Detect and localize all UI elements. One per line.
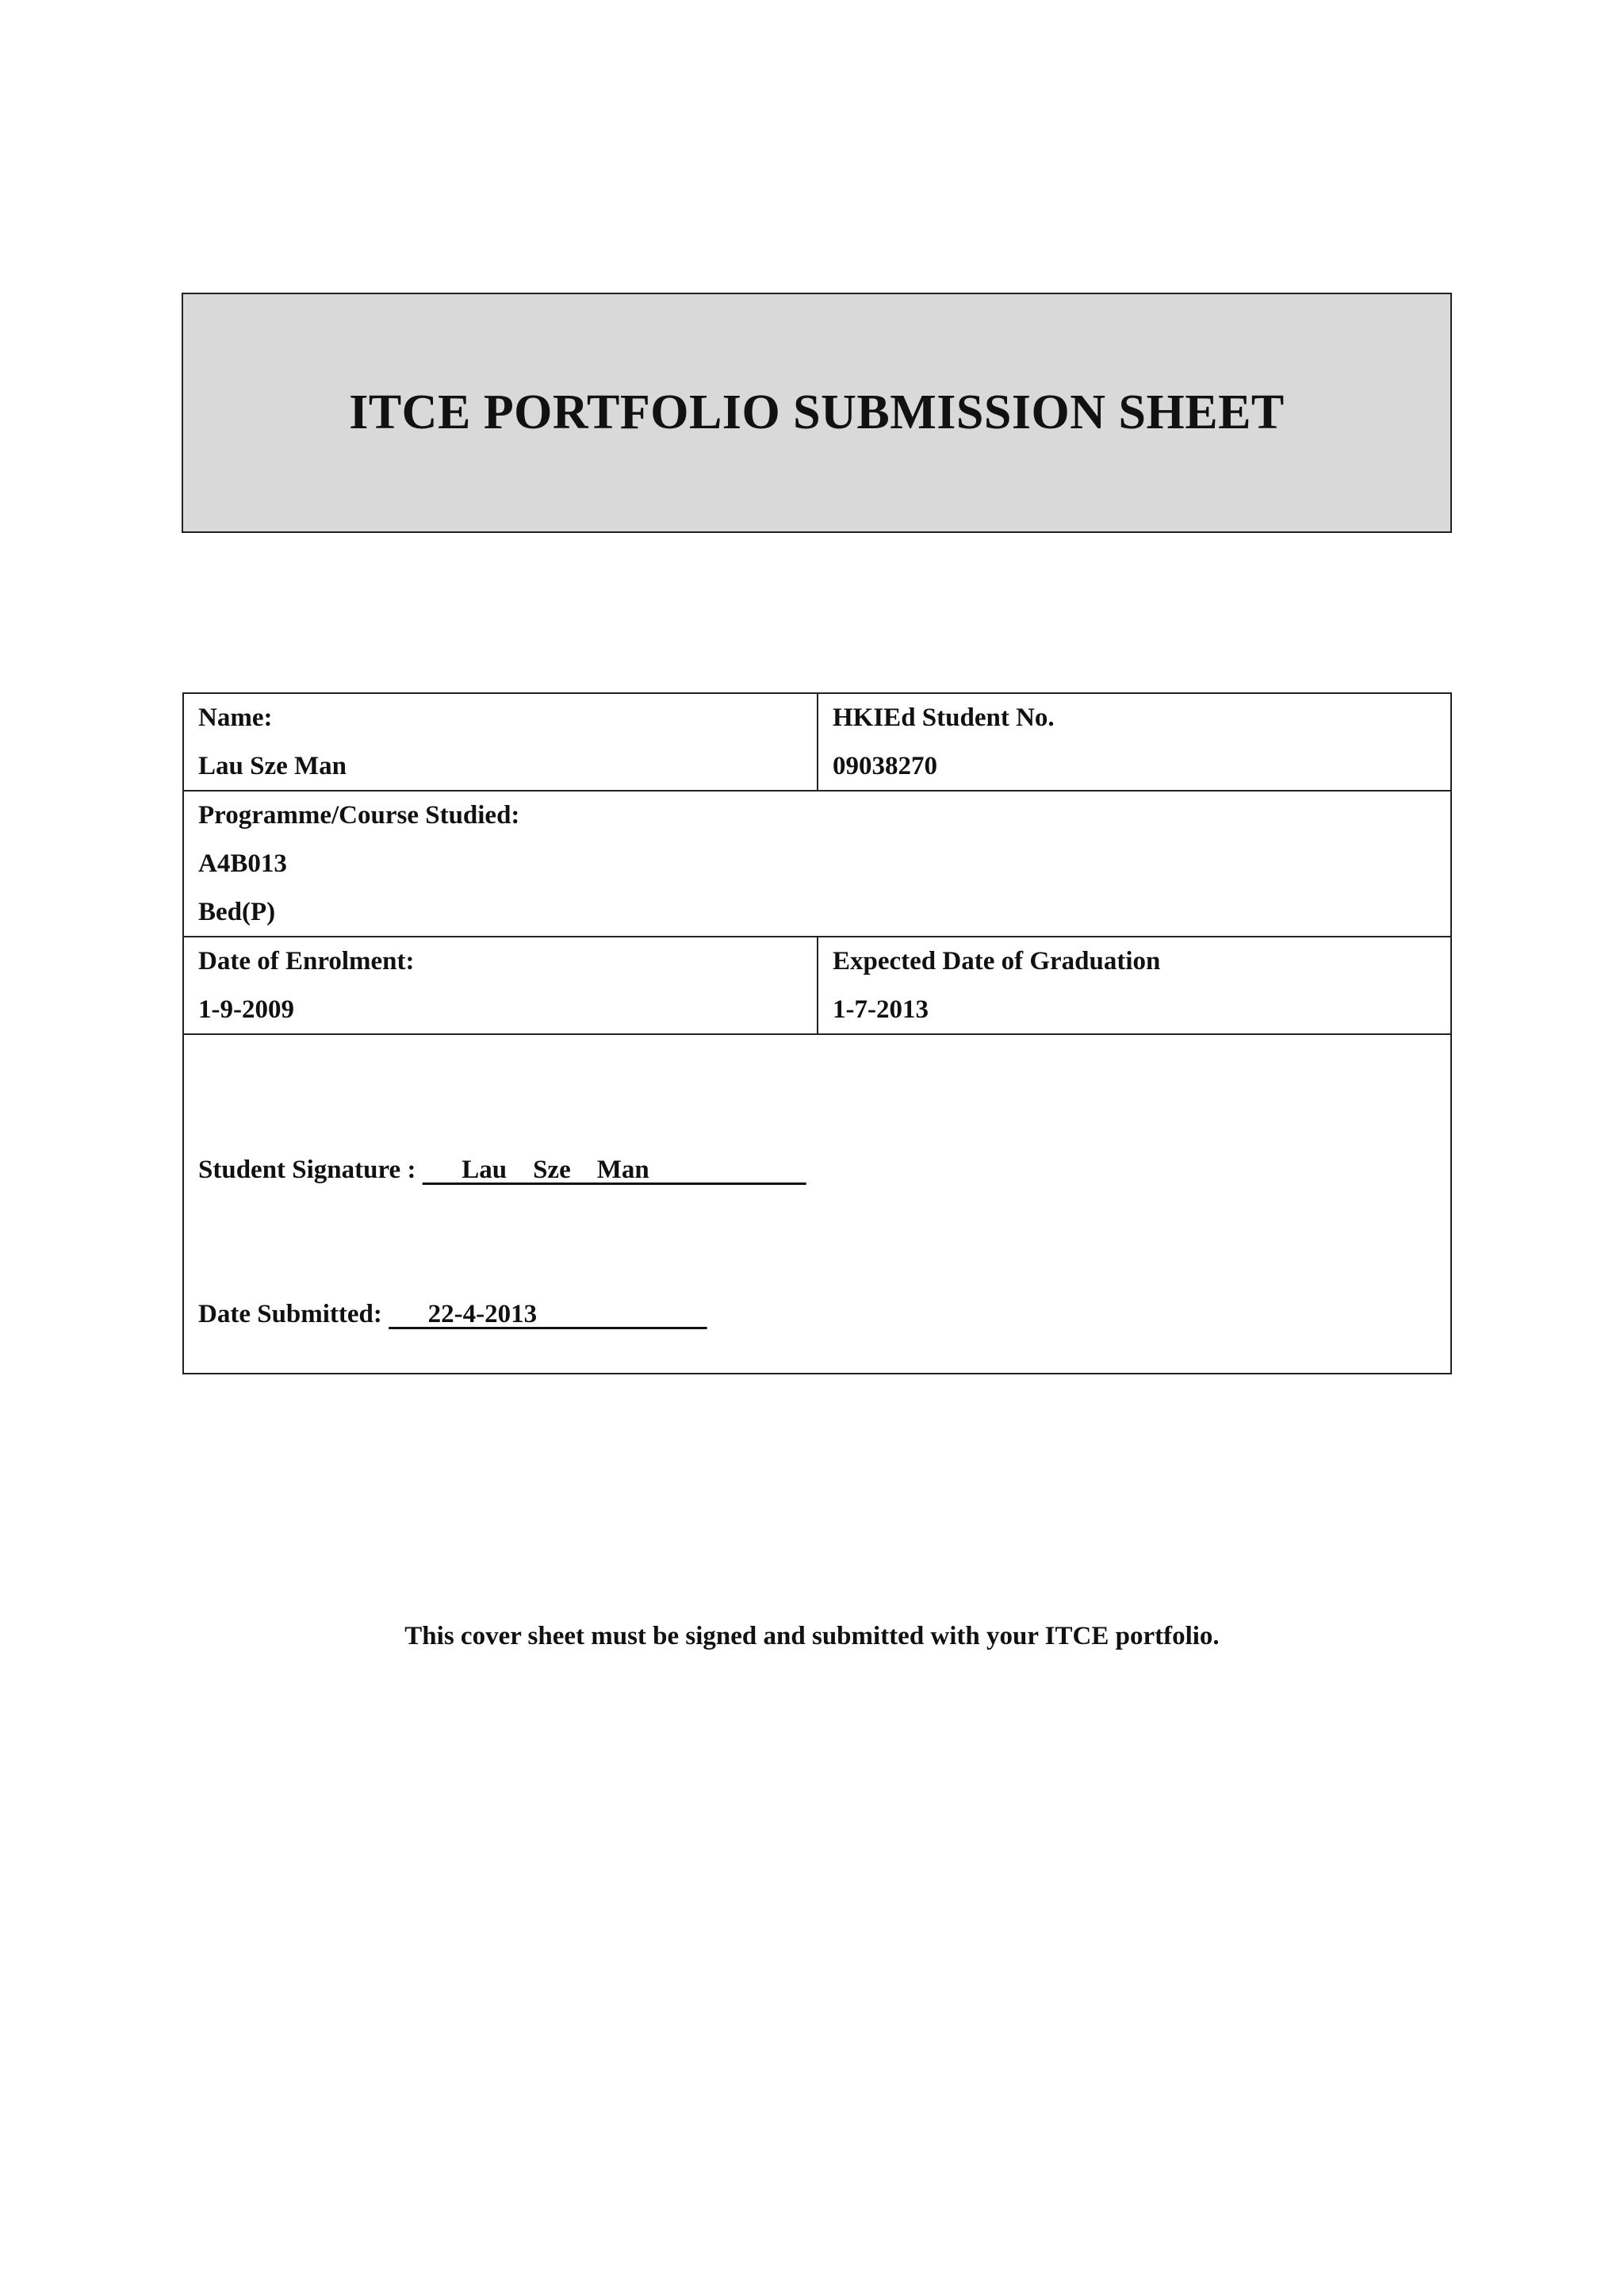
name-value: Lau Sze Man	[198, 752, 347, 780]
footer-note: This cover sheet must be signed and submitted with your ITCE portfolio.	[404, 1622, 1220, 1650]
student-no-label: HKIEd Student No.	[833, 703, 1055, 732]
enrolment-value: 1-9-2009	[198, 995, 294, 1024]
programme-cell	[184, 792, 1450, 936]
enrolment-cell	[184, 937, 818, 1033]
date-submitted-line	[198, 1290, 707, 1339]
enrolment-label: Date of Enrolment:	[198, 947, 415, 976]
name-cell	[184, 694, 818, 790]
signature-row	[184, 1035, 1450, 1373]
dates-row	[184, 937, 1450, 1035]
signature-value: Lau Sze Man	[422, 1156, 806, 1184]
graduation-cell	[818, 937, 1450, 1033]
name-label: Name:	[198, 703, 273, 732]
programme-row	[184, 792, 1450, 937]
student-no-cell	[818, 694, 1450, 790]
signature-cell	[184, 1035, 1450, 1373]
submission-info-table	[182, 692, 1452, 1374]
graduation-label: Expected Date of Graduation	[833, 947, 1161, 976]
programme-code: A4B013	[198, 849, 287, 878]
date-submitted-label: Date Submitted:	[198, 1300, 389, 1328]
programme-label: Programme/Course Studied:	[198, 801, 520, 830]
title-banner	[182, 293, 1452, 533]
page-title: ITCE PORTFOLIO SUBMISSION SHEET	[349, 385, 1285, 439]
name-row	[184, 694, 1450, 792]
student-no-value: 09038270	[833, 752, 937, 780]
programme-name: Bed(P)	[198, 898, 276, 926]
graduation-value: 1-7-2013	[833, 995, 929, 1024]
date-submitted-value: 22-4-2013	[389, 1300, 707, 1328]
signature-line	[198, 1146, 806, 1194]
signature-label: Student Signature :	[198, 1156, 423, 1184]
